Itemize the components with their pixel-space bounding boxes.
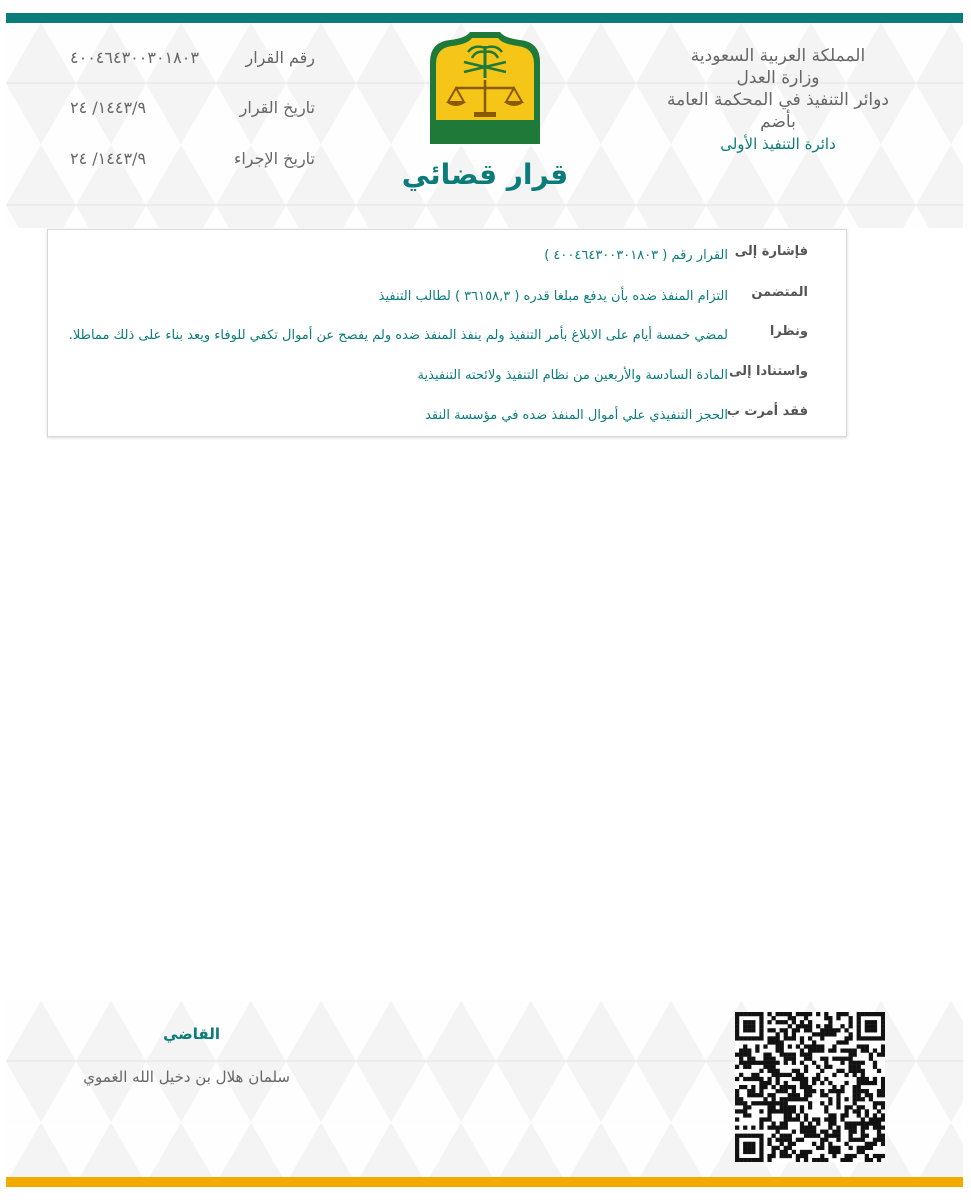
row-value-considering: لمضي خمسة أيام على الابلاغ بأمر التنفيذ ولم ينفذ المنفذ ضده ولم يفصح عن أموال تكفي للوفاء ويعد بناء على ذلك مماطلا. [68, 328, 728, 343]
procedure-date-label: تاريخ الإجراء [233, 149, 315, 168]
bottom-accent-bar [6, 1177, 963, 1187]
org-court: دوائر التنفيذ في المحكمة العامة بأضم [667, 90, 889, 132]
decision-row-reference [48, 244, 846, 274]
decision-row-ordered [48, 404, 846, 434]
org-country: المملكة العربية السعودية [690, 46, 866, 66]
top-accent-bar [6, 13, 963, 23]
row-value-content: التزام المنفذ ضده بأن يدفع مبلغا قدره ( ٣٦١٥٨,٣ ) لطالب التنفيذ [378, 289, 728, 304]
decision-row-content [48, 285, 846, 315]
document-title: قرار قضائي [401, 158, 569, 191]
row-value-ordered: الحجز التنفيذي علي أموال المنفذ ضده في مؤسسة النقد [425, 408, 728, 423]
decision-row-considering [48, 324, 846, 354]
ministry-of-justice-logo [426, 32, 544, 147]
row-label-ordered: فقد أمرت ب [726, 404, 808, 419]
judge-name: سلمان هلال بن دخيل الله الغموي [83, 1068, 290, 1086]
row-value-based-on: المادة السادسة والأربعين من نظام التنفيذ ولائحته التنفيذية [417, 368, 728, 383]
judge-title: القاضي [163, 1025, 220, 1043]
qr-code-icon [735, 1012, 885, 1162]
decision-row-based-on [48, 364, 846, 394]
procedure-date-row [70, 149, 315, 173]
org-department: دائرة التنفيذ الأولى [720, 135, 836, 153]
decision-date-value: ١٤٤٣/٩/ ٢٤ [70, 98, 147, 117]
row-label-considering: ونظرا [769, 324, 808, 339]
decision-number-row [70, 48, 315, 72]
decision-number-value: ٤٠٠٤٦٤٣٠٠٣٠١٨٠٣ [70, 48, 199, 67]
decision-body [47, 229, 847, 437]
decision-date-row [70, 98, 315, 122]
procedure-date-value: ١٤٤٣/٩/ ٢٤ [70, 149, 147, 168]
row-label-based-on: واستنادا إلى [729, 364, 808, 379]
decision-number-label: رقم القرار [245, 48, 315, 67]
row-value-reference: القرار رقم ( ٤٠٠٤٦٤٣٠٠٣٠١٨٠٣ ) [544, 248, 728, 263]
row-label-content: المتضمن [751, 285, 808, 300]
org-ministry: وزارة العدل [736, 68, 820, 88]
row-label-reference: فإشارة إلى [734, 244, 808, 259]
decision-date-label: تاريخ القرار [239, 98, 315, 117]
organization-block [663, 45, 893, 155]
